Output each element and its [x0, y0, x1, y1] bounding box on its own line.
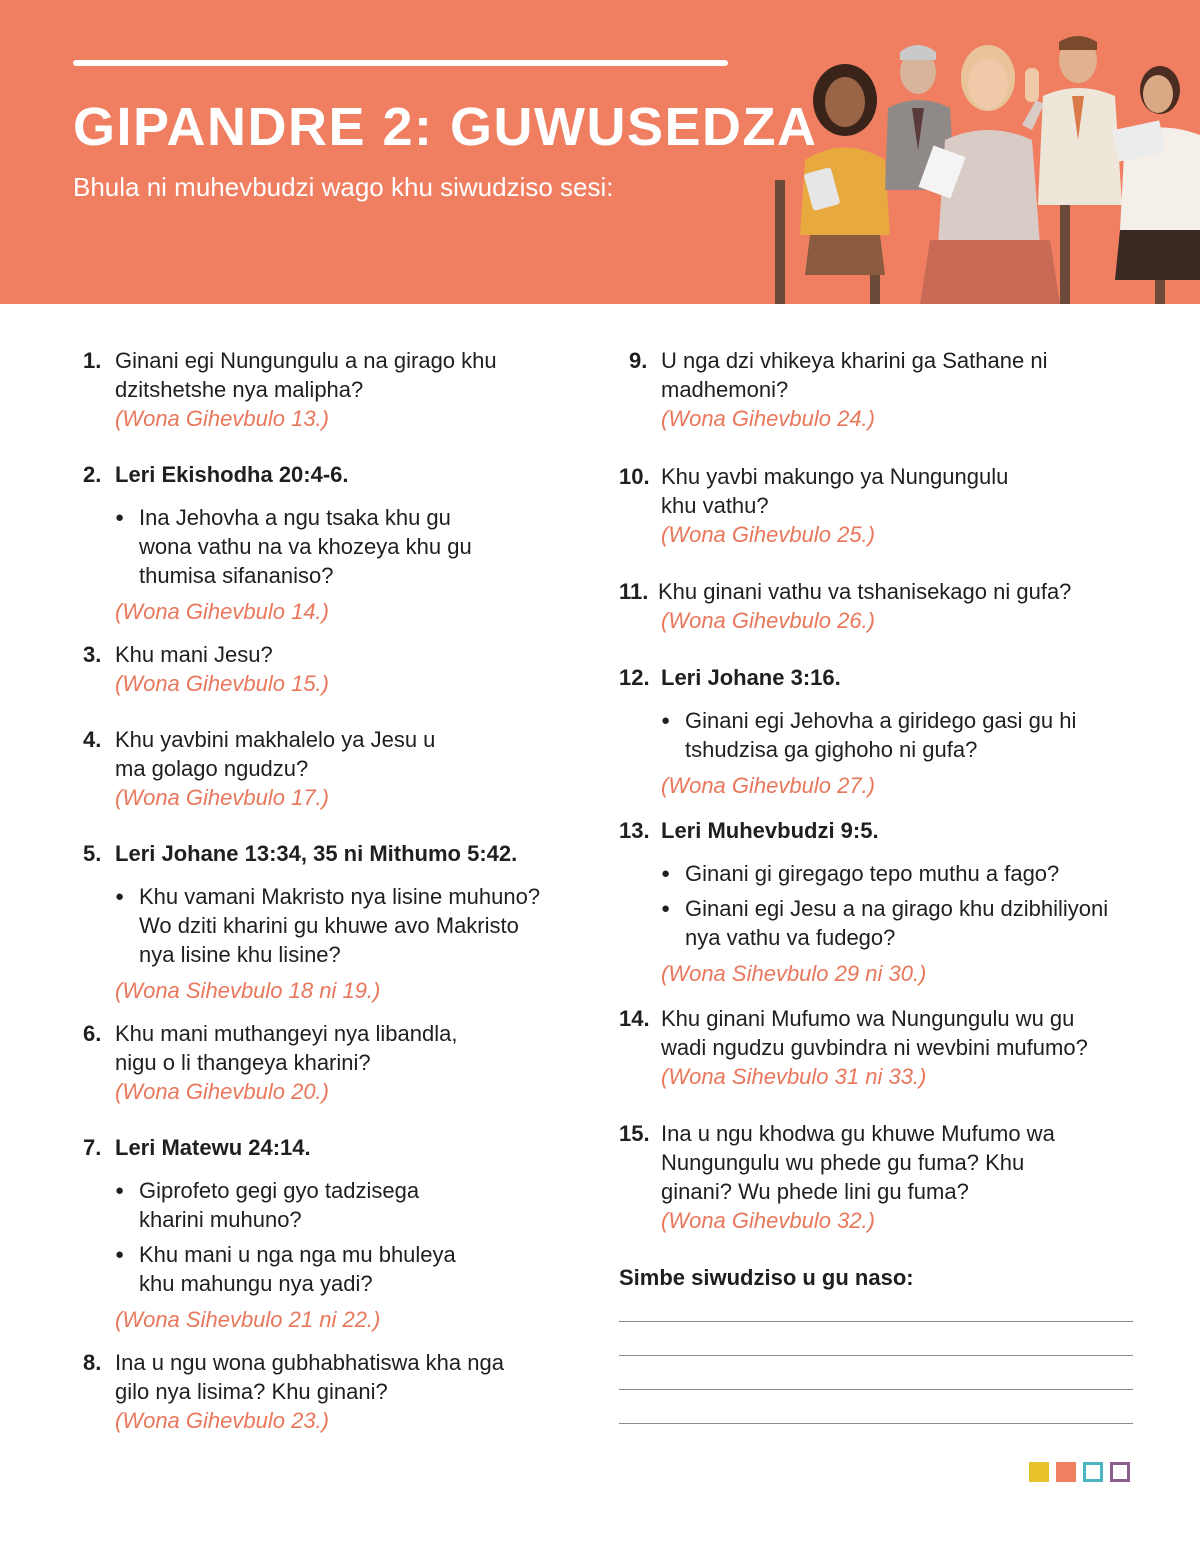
question-number: 4.: [83, 727, 102, 752]
question-text: Leri Muhevbudzi 9:5.: [661, 818, 879, 843]
question-3: [83, 640, 583, 698]
question-11: [619, 577, 1149, 635]
question-number: 10.: [619, 464, 650, 489]
square-orange-icon: [1056, 1462, 1076, 1482]
question-2: [83, 460, 583, 626]
question-text: Khu mani Jesu?: [115, 642, 273, 667]
question-text: Khu ginani Mufumo wa Nungungulu wu gu wadi ngudzu guvbindra ni wevbini mufumo?: [661, 1006, 1088, 1060]
question-number: 3.: [83, 642, 102, 667]
reference-link[interactable]: (Wona Sihevbulo 29 ni 30.): [661, 961, 927, 986]
question-text: Leri Matewu 24:14.: [115, 1135, 311, 1160]
reference-link[interactable]: (Wona Gihevbulo 23.): [115, 1408, 329, 1433]
questions-right-column: [619, 346, 1149, 1424]
reference-link[interactable]: (Wona Gihevbulo 32.): [661, 1208, 875, 1233]
reference-link[interactable]: (Wona Gihevbulo 15.): [115, 671, 329, 696]
write-line[interactable]: [619, 1321, 1133, 1322]
question-number: 12.: [619, 665, 650, 690]
question-number: 14.: [619, 1006, 650, 1031]
question-4: [83, 725, 583, 812]
reference-link[interactable]: (Wona Gihevbulo 17.): [115, 785, 329, 810]
write-line[interactable]: [619, 1389, 1133, 1390]
question-9: [619, 346, 1149, 433]
question-number: 9.: [629, 348, 648, 373]
bullet-item: ● Khu mani u nga nga mu bhuleya khu mahungu nya yadi?: [115, 1240, 475, 1298]
question-number: 8.: [83, 1350, 102, 1375]
square-yellow-icon: [1029, 1462, 1049, 1482]
question-text: Ina u ngu wona gubhabhatiswa kha nga gilo nya lisima? Khu ginani?: [115, 1350, 504, 1404]
page-title: GIPANDRE 2: GUWUSEDZA: [73, 97, 818, 157]
reference-link[interactable]: (Wona Sihevbulo 18 ni 19.): [115, 978, 381, 1003]
question-text: Leri Johane 3:16.: [661, 665, 841, 690]
write-line[interactable]: [619, 1423, 1133, 1424]
reference-link[interactable]: (Wona Gihevbulo 20.): [115, 1079, 329, 1104]
reference-link[interactable]: (Wona Gihevbulo 26.): [661, 608, 875, 633]
question-number: 5.: [83, 841, 102, 866]
question-text: Leri Johane 13:34, 35 ni Mithumo 5:42.: [115, 841, 518, 866]
progress-squares: [1029, 1462, 1130, 1482]
question-number: 15.: [619, 1121, 650, 1146]
reference-link[interactable]: (Wona Gihevbulo 27.): [661, 773, 875, 798]
question-text: U nga dzi vhikeya kharini ga Sathane ni madhemoni?: [661, 348, 1048, 402]
bullet-item: ● Giprofeto gegi gyo tadzisega kharini muhuno?: [115, 1176, 445, 1234]
bullet-item: ● Ina Jehovha a ngu tsaka khu gu wona vathu na va khozeya khu gu thumisa sifananiso?: [115, 503, 485, 590]
question-8: [83, 1348, 583, 1435]
question-number: 11.: [619, 579, 649, 604]
write-line[interactable]: [619, 1355, 1133, 1356]
question-text: Ginani egi Nungungulu a na girago khu dzitshetshe nya malipha?: [115, 348, 497, 402]
audience-illustration: [760, 30, 1200, 304]
question-text: Khu ginani vathu va tshanisekago ni gufa?: [658, 579, 1072, 604]
question-15: [619, 1119, 1149, 1235]
question-number: 2.: [83, 462, 102, 487]
question-text: Leri Ekishodha 20:4-6.: [115, 462, 349, 487]
question-6: [83, 1019, 583, 1106]
question-10: [619, 462, 1149, 549]
bullet-item: ● Ginani egi Jehovha a giridego gasi gu hi tshudzisa ga gighoho ni gufa?: [661, 706, 1101, 764]
question-text: Khu mani muthangeyi nya libandla, nigu o li thangeya kharini?: [115, 1021, 458, 1075]
question-number: 1.: [83, 348, 102, 373]
header-banner: [0, 0, 1200, 304]
question-text: Khu yavbini makhalelo ya Jesu u ma golago ngudzu?: [115, 727, 436, 781]
question-text: Khu yavbi makungo ya Nungungulu khu vathu?: [661, 464, 1009, 518]
question-12: [619, 663, 1149, 800]
square-teal-outline-icon: [1083, 1462, 1103, 1482]
question-14: [619, 1004, 1149, 1091]
question-5: [83, 839, 583, 1005]
question-number: 6.: [83, 1021, 102, 1046]
write-questions-label: Simbe siwudziso u gu naso:: [619, 1265, 914, 1290]
question-13: [619, 816, 1149, 988]
question-number: 7.: [83, 1135, 102, 1160]
questions-left-column: [83, 346, 583, 1435]
page-subtitle: Bhula ni muhevbudzi wago khu siwudziso sesi:: [73, 172, 614, 202]
bullet-item: ● Ginani gi giregago tepo muthu a fago?: [661, 859, 1131, 888]
reference-link[interactable]: (Wona Sihevbulo 21 ni 22.): [115, 1307, 381, 1332]
question-number: 13.: [619, 818, 650, 843]
reference-link[interactable]: (Wona Sihevbulo 31 ni 33.): [661, 1064, 927, 1089]
square-purple-outline-icon: [1110, 1462, 1130, 1482]
reference-link[interactable]: (Wona Gihevbulo 14.): [115, 599, 329, 624]
reference-link[interactable]: (Wona Gihevbulo 25.): [661, 522, 875, 547]
header-rule: [73, 60, 728, 66]
question-1: [83, 346, 583, 433]
question-7: [83, 1133, 583, 1334]
bullet-item: ● Khu vamani Makristo nya lisine muhuno? Wo dziti kharini gu khuwe avo Makristo nya lisine khu lisine?: [115, 882, 560, 969]
reference-link[interactable]: (Wona Gihevbulo 24.): [661, 406, 875, 431]
question-text: Ina u ngu khodwa gu khuwe Mufumo wa Nungungulu wu phede gu fuma? Khu ginani? Wu phede lini gu fuma?: [661, 1121, 1055, 1204]
bullet-item: ● Ginani egi Jesu a na girago khu dzibhiliyoni nya vathu va fudego?: [661, 894, 1131, 952]
reference-link[interactable]: (Wona Gihevbulo 13.): [115, 406, 329, 431]
